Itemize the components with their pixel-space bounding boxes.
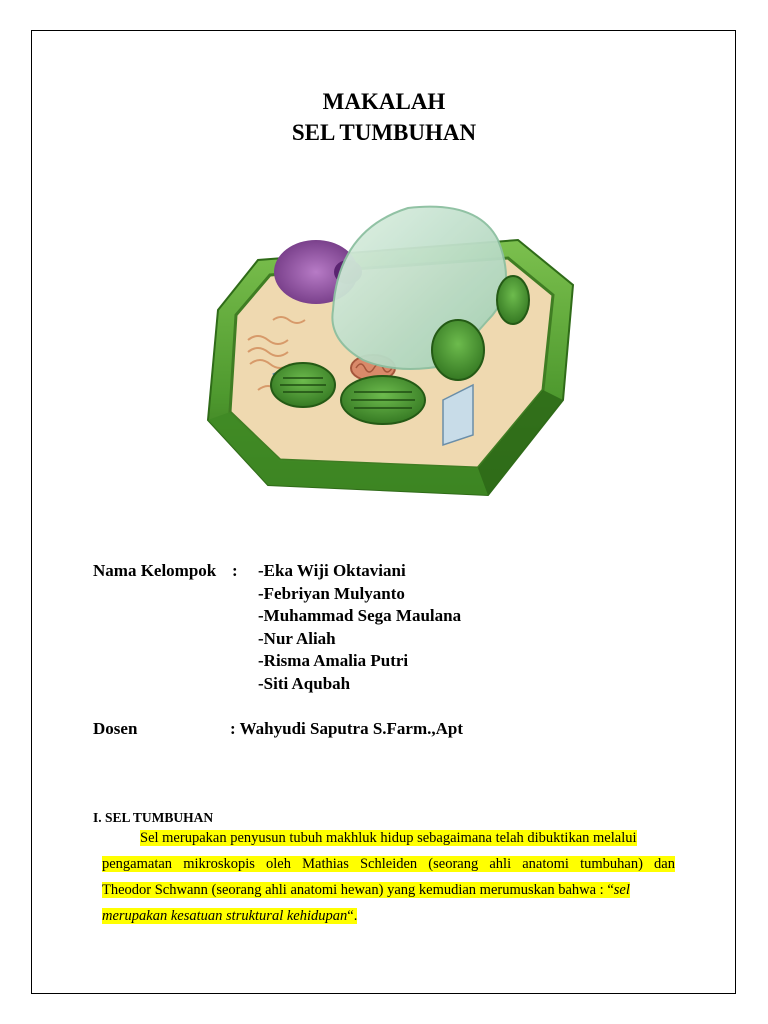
paragraph-line-3 [102,881,630,899]
document-title: MAKALAH [322,89,446,114]
paragraph-line-2 [102,855,675,873]
plant-cell-illustration [188,200,580,500]
lecturer-name: : Wahyudi Saputra S.Farm.,Apt [230,719,464,738]
members-label: Nama Kelompok [93,561,217,580]
member-item: -Risma Amalia Putri [258,651,409,671]
member-item: -Eka Wiji Oktaviani [258,561,406,580]
member-item: -Siti Aqubah [258,673,351,693]
page-border [31,30,736,994]
italic-text: merupakan kesatuan struktural kehidupan [102,908,348,924]
members-list [258,560,461,696]
member-item: -Muhammad Sega Maulana [258,606,462,626]
document-subtitle: SEL TUMBUHAN [291,120,477,145]
section-heading: I. SEL TUMBUHAN [93,810,214,825]
paragraph-line-4 [102,907,357,925]
member-item: -Febriyan Mulyanto [258,583,405,603]
highlighted-text: “. [347,908,358,924]
members-colon: : [232,561,238,580]
italic-text: sel [613,882,630,898]
paragraph-line-1 [140,829,637,847]
member-item: -Nur Aliah [258,628,336,648]
highlighted-text: Theodor Schwann (seorang ahli anatomi hewan) yang kemudian merumuskan bahwa : “ [102,882,614,898]
lecturer-label: Dosen [93,719,138,738]
highlighted-text: Sel merupakan penyusun tubuh makhluk hidup sebagaimana telah dibuktikan melalui [140,830,637,846]
highlighted-text: pengamatan mikroskopis oleh Mathias Schleiden (seorang ahli anatomi tumbuhan) dan [102,856,675,872]
